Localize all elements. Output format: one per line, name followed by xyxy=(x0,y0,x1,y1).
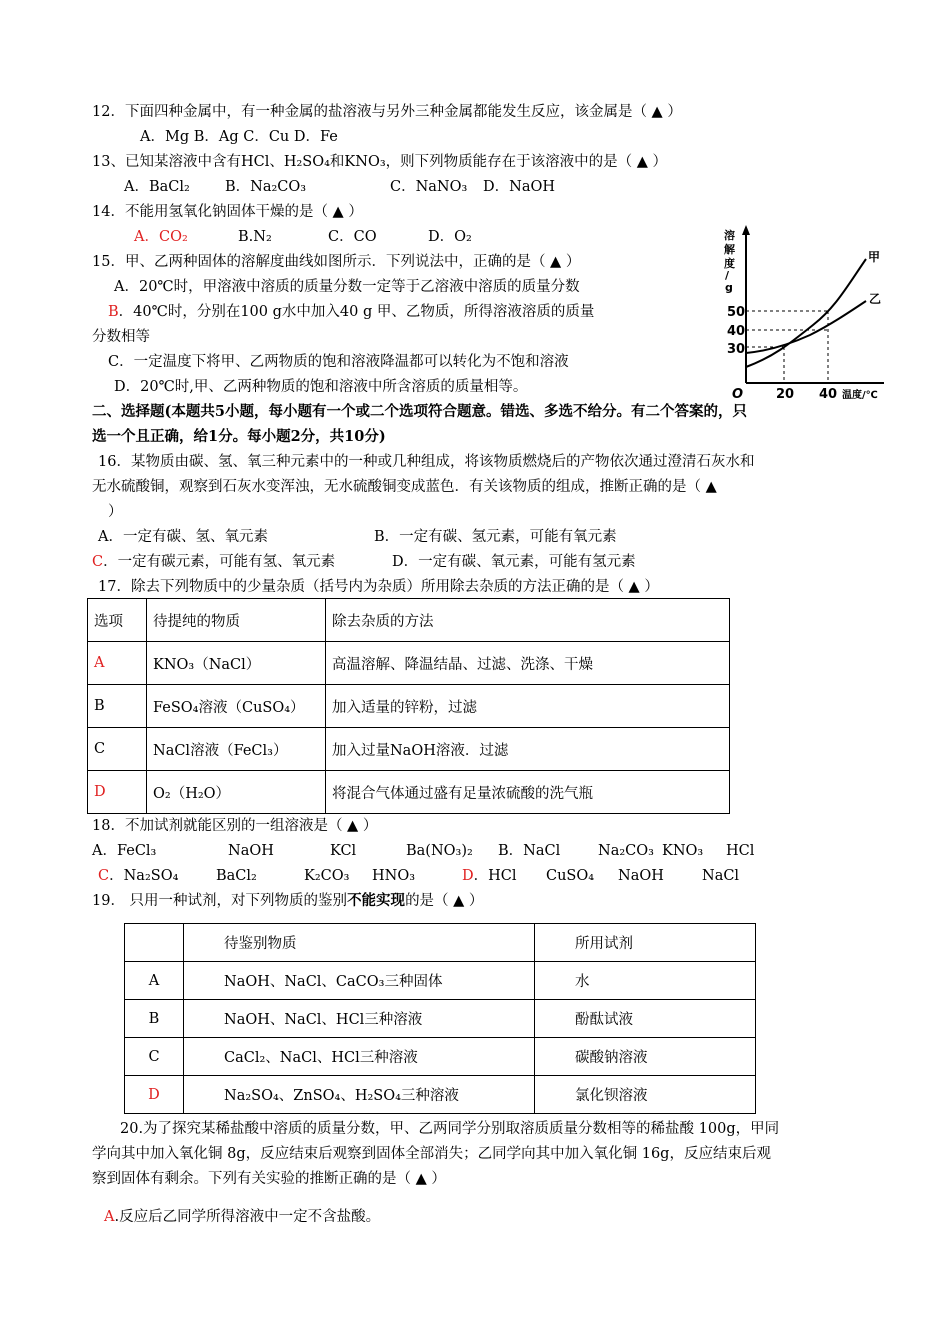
q17-row-b-option: B xyxy=(88,685,147,728)
q18-option-d: D．HCl xyxy=(462,868,517,884)
q18-option-b: B．NaCl xyxy=(498,843,561,859)
graph-origin: O xyxy=(732,387,744,402)
q18-option-a-3: KCl xyxy=(330,843,357,859)
q20-stem-line3: 察到固体有剩余。下列有关实验的推断正确的是（ ▲ ） xyxy=(92,1171,446,1187)
q18-stem: 18．不加试剂就能区别的一组溶液是（ ▲ ） xyxy=(92,818,378,834)
q17-stem: 17．除去下列物质中的少量杂质（括号内为杂质）所用除去杂质的方法正确的是（ ▲ ） xyxy=(98,579,659,595)
table-row xyxy=(88,771,730,814)
q18-option-d-2: CuSO₄ xyxy=(546,868,595,884)
q18-option-c-4: HNO₃ xyxy=(372,868,416,884)
x-tick-40: 40 xyxy=(819,387,838,402)
table-row xyxy=(125,1038,756,1076)
q19-row-d-substance: Na₂SO₄、ZnSO₄、H₂SO₄三种溶液 xyxy=(184,1076,535,1114)
q13-option-a: A．BaCl₂ xyxy=(124,179,190,195)
q17-row-b-substance: FeSO₄溶液（CuSO₄） xyxy=(147,685,326,728)
q15-option-b-line1: B．40℃时，分别在100 g水中加入40 g 甲、乙物质，所得溶液溶质的质量 xyxy=(108,304,595,320)
q20-option-a: A.反应后乙同学所得溶液中一定不含盐酸。 xyxy=(104,1209,381,1225)
q16-option-c: C．一定有碳元素，可能有氢、氧元素 xyxy=(92,554,336,570)
q12-stem: 12．下面四种金属中，有一种金属的盐溶液与另外三种金属都能发生反应，该金属是（ ▲ ） xyxy=(92,104,682,120)
q15-option-b-line2: 分数相等 xyxy=(92,329,150,345)
q15-option-a: A．20℃时，甲溶液中溶质的质量分数一定等于乙溶液中溶质的质量分数 xyxy=(114,279,580,295)
q17-table xyxy=(87,598,730,814)
y-tick-50: 50 xyxy=(727,305,746,320)
q17-row-d-substance: O₂（H₂O） xyxy=(147,771,326,814)
q18-option-b-2: Na₂CO₃ xyxy=(598,843,654,859)
q18-option-a-2: NaOH xyxy=(228,843,274,859)
y-tick-30: 30 xyxy=(727,342,746,357)
q19-row-b-substance: NaOH、NaCl、HCl三种溶液 xyxy=(184,1000,535,1038)
q16-option-d: D．一定有碳、氧元素，可能有氢元素 xyxy=(392,554,636,570)
q16-option-a: A．一定有碳、氢、氧元素 xyxy=(98,529,268,545)
q15-option-d: D．20℃时,甲、乙两种物质的饱和溶液中所含溶质的质量相等。 xyxy=(114,379,528,395)
q18-option-a: A．FeCl₃ xyxy=(92,843,157,859)
q15-stem: 15．甲、乙两种固体的溶解度曲线如图所示．下列说法中，正确的是（ ▲ ） xyxy=(92,254,581,270)
table-row xyxy=(88,728,730,771)
q17-header-method: 除去杂质的方法 xyxy=(326,599,730,642)
q13-option-c: C．NaNO₃ xyxy=(390,179,468,195)
solubility-graph xyxy=(718,225,890,405)
q17-row-c-option: C xyxy=(88,728,147,771)
q15-option-c: C．一定温度下将甲、乙两物质的饱和溶液降温都可以转化为不饱和溶液 xyxy=(108,354,569,370)
q19-stem: 19． 只用一种试剂，对下列物质的鉴别不能实现的是（ ▲ ） xyxy=(92,892,484,909)
q18-option-d-3: NaOH xyxy=(618,868,664,884)
table-row xyxy=(88,685,730,728)
x-tick-20: 20 xyxy=(776,387,795,402)
q19-table xyxy=(124,923,756,1114)
q16-stem-line1: 16．某物质由碳、氢、氧三种元素中的一种或几种组成，将该物质燃烧后的产物依次通过澄清石灰水和 xyxy=(98,454,755,470)
q14-option-b: B.N₂ xyxy=(238,229,272,245)
graph-y-label-glyph: 度 xyxy=(724,257,735,270)
q17-row-c-substance: NaCl溶液（FeCl₃） xyxy=(147,728,326,771)
q17-row-a-option: A xyxy=(88,642,147,685)
q17-header-substance: 待提纯的物质 xyxy=(147,599,326,642)
q19-header-row xyxy=(125,924,756,962)
q20-stem-line2: 学向其中加入氧化铜 8g，反应结束后观察到固体全部消失；乙同学向其中加入氧化铜 16g，反应结束后观 xyxy=(92,1146,771,1162)
graph-y-arrow xyxy=(742,225,750,235)
q19-row-c-reagent: 碳酸钠溶液 xyxy=(535,1038,756,1076)
q20-stem-line1: 20.为了探究某稀盐酸中溶质的质量分数，甲、乙两同学分别取溶质质量分数相等的稀盐酸 100g，甲同 xyxy=(120,1121,780,1137)
q17-row-d-method: 将混合气体通过盛有足量浓硫酸的洗气瓶 xyxy=(326,771,730,814)
q14-stem: 14．不能用氢氧化钠固体干燥的是（ ▲ ） xyxy=(92,204,363,220)
q17-row-b-method: 加入适量的锌粉，过滤 xyxy=(326,685,730,728)
q17-row-c-method: 加入过量NaOH溶液．过滤 xyxy=(326,728,730,771)
table-row xyxy=(125,962,756,1000)
q19-row-a-substance: NaOH、NaCl、CaCO₃三种固体 xyxy=(184,962,535,1000)
q18-option-b-4: HCl xyxy=(726,843,755,859)
table-row xyxy=(125,1000,756,1038)
q19-row-b-reagent: 酚酞试液 xyxy=(535,1000,756,1038)
q14-option-c: C．CO xyxy=(328,229,377,245)
q14-option-d: D．O₂ xyxy=(428,229,472,245)
q16-option-b: B．一定有碳、氢元素，可能有氧元素 xyxy=(374,529,617,545)
q18-option-c: C．Na₂SO₄ xyxy=(98,868,179,884)
graph-y-label-glyph: 解 xyxy=(724,243,735,256)
q19-row-c-substance: CaCl₂、NaCl、HCl三种溶液 xyxy=(184,1038,535,1076)
q19-row-a-reagent: 水 xyxy=(535,962,756,1000)
q16-stem-line2: 无水硫酸铜，观察到石灰水变浑浊，无水硫酸铜变成蓝色．有关该物质的组成，推断正确的是（ ▲ xyxy=(92,479,717,495)
q13-option-d: D．NaOH xyxy=(483,179,555,195)
q19-row-d-option: D xyxy=(125,1076,184,1114)
q17-row-a-method: 高温溶解、降温结晶、过滤、洗涤、干燥 xyxy=(326,642,730,685)
q18-option-c-2: BaCl₂ xyxy=(216,868,257,884)
q14-option-a: A．CO₂ xyxy=(134,229,188,245)
q18-option-d-4: NaCl xyxy=(702,868,740,884)
q13-stem: 13、已知某溶液中含有HCl、H₂SO₄和KNO₃，则下列物质能存在于该溶液中的是（ ▲ ） xyxy=(92,154,668,170)
table-row xyxy=(88,642,730,685)
q17-row-a-substance: KNO₃（NaCl） xyxy=(147,642,326,685)
graph-y-label-glyphs xyxy=(724,228,736,294)
curve-yi-label: 乙 xyxy=(869,292,882,306)
q12-options: A．Mg B．Ag C．Cu D．Fe xyxy=(140,129,338,145)
q18-option-b-3: KNO₃ xyxy=(662,843,704,859)
curve-yi xyxy=(746,301,866,353)
graph-y-label-glyph: g xyxy=(725,281,733,294)
q17-row-d-option: D xyxy=(88,771,147,814)
table-row xyxy=(125,1076,756,1114)
q19-row-b-option: B xyxy=(125,1000,184,1038)
q19-header-option xyxy=(125,924,184,962)
q19-header-reagent: 所用试剂 xyxy=(535,924,756,962)
q17-header-option: 选项 xyxy=(88,599,147,642)
graph-x-label: 温度/℃ xyxy=(842,390,878,401)
q19-row-c-option: C xyxy=(125,1038,184,1076)
curve-jia-label: 甲 xyxy=(868,250,881,264)
q13-option-b: B．Na₂CO₃ xyxy=(225,179,307,195)
q19-row-a-option: A xyxy=(125,962,184,1000)
section2-heading-line1: 二、选择题(本题共5小题，每小题有一个或二个选项符合题意。错选、多选不给分。有二个答案的，只 xyxy=(92,403,747,420)
q19-header-substance: 待鉴别物质 xyxy=(184,924,535,962)
graph-y-label-glyph: 溶 xyxy=(724,229,735,242)
y-tick-40: 40 xyxy=(727,324,746,339)
q19-row-d-reagent: 氯化钡溶液 xyxy=(535,1076,756,1114)
q17-header-row xyxy=(88,599,730,642)
graph-y-label-glyph: / xyxy=(725,269,730,282)
q18-option-a-4: Ba(NO₃)₂ xyxy=(406,843,473,859)
q16-stem-line3: ） xyxy=(108,504,123,520)
q18-option-c-3: K₂CO₃ xyxy=(304,868,350,884)
section2-heading-line2: 选一个且正确，给1分。每小题2分，共10分) xyxy=(92,428,386,445)
